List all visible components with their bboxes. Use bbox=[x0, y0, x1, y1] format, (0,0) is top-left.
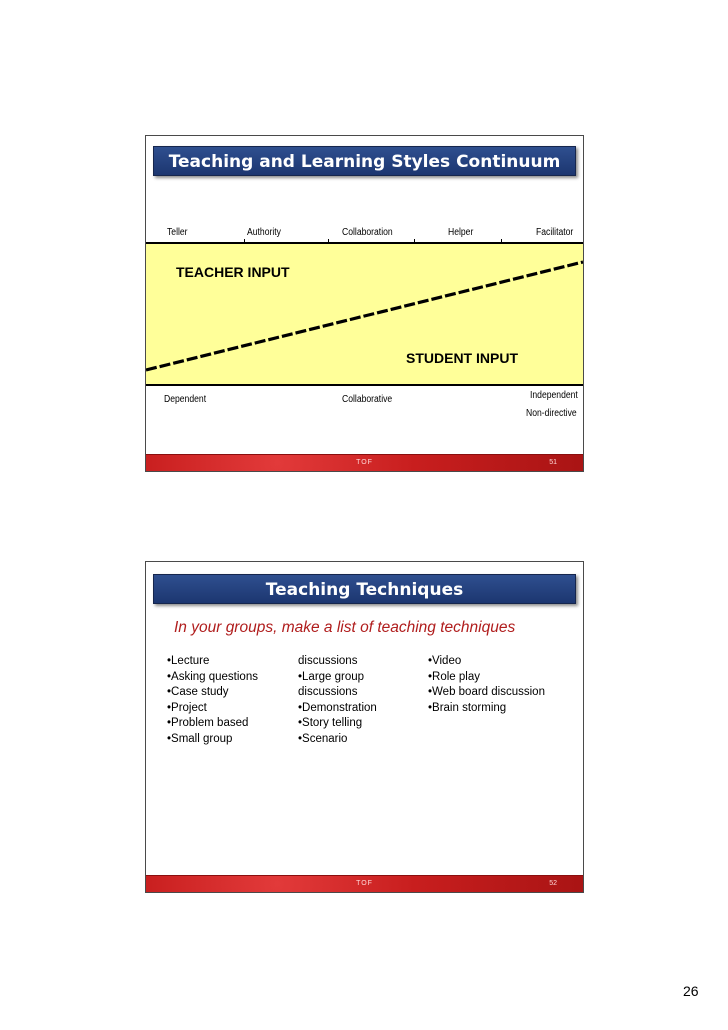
student-input-label: STUDENT INPUT bbox=[406, 350, 518, 366]
list-item: •Role play bbox=[428, 670, 480, 683]
label-non-directive: Non-directive bbox=[526, 408, 577, 419]
label-collaborative: Collaborative bbox=[342, 394, 393, 405]
slide-subtitle: In your groups, make a list of teaching techniques bbox=[174, 619, 516, 636]
label-helper: Helper bbox=[448, 227, 474, 238]
page-number: 26 bbox=[683, 983, 699, 999]
list-item: •Brain storming bbox=[428, 701, 507, 714]
footer-text: TOF bbox=[356, 880, 373, 887]
list-item: •Web board discussion bbox=[428, 686, 545, 699]
list-item: discussions bbox=[298, 655, 358, 667]
technique-column-2 bbox=[298, 654, 377, 748]
slide-number: 51 bbox=[549, 459, 557, 466]
teacher-input-label: TEACHER INPUT bbox=[176, 264, 290, 280]
label-teller: Teller bbox=[167, 227, 188, 238]
list-item: •Large group bbox=[298, 670, 365, 683]
list-item: •Video bbox=[428, 655, 462, 667]
list-item: •Scenario bbox=[298, 732, 348, 745]
list-item: •Lecture bbox=[167, 655, 210, 667]
list-item: discussions bbox=[298, 686, 358, 699]
label-collaboration: Collaboration bbox=[342, 227, 393, 238]
list-item: •Demonstration bbox=[298, 701, 377, 714]
list-item: •Asking questions bbox=[167, 670, 258, 683]
slide-title: Teaching Techniques bbox=[153, 574, 576, 604]
list-item: •Small group bbox=[167, 732, 233, 745]
slide-number: 52 bbox=[549, 880, 557, 887]
slide-continuum bbox=[145, 135, 584, 472]
list-item: •Case study bbox=[167, 686, 229, 699]
slide-footer bbox=[146, 454, 583, 471]
technique-column-1 bbox=[167, 654, 258, 748]
footer-text: TOF bbox=[356, 459, 373, 466]
technique-column-3 bbox=[428, 654, 545, 716]
label-dependent: Dependent bbox=[164, 394, 207, 405]
label-authority: Authority bbox=[247, 227, 281, 238]
label-independent: Independent bbox=[530, 390, 578, 401]
slide-teaching-techniques bbox=[145, 561, 584, 893]
slide-title: Teaching and Learning Styles Continuum bbox=[153, 146, 576, 176]
label-facilitator: Facilitator bbox=[536, 227, 574, 238]
slide-footer bbox=[146, 875, 583, 892]
list-item: •Story telling bbox=[298, 717, 363, 730]
list-item: •Problem based bbox=[167, 717, 249, 730]
list-item: •Project bbox=[167, 701, 207, 714]
